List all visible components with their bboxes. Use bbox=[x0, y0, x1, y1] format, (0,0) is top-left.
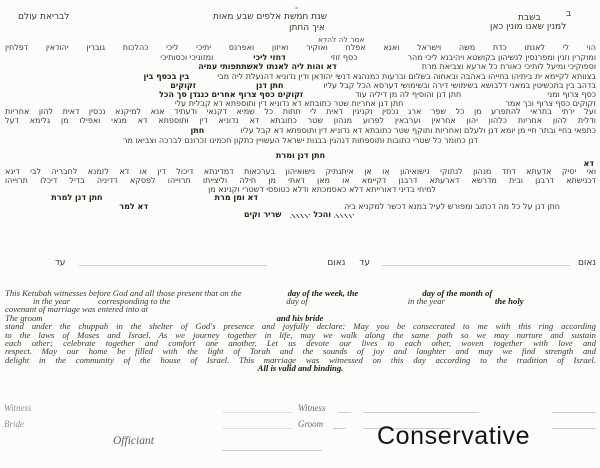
fill-in-gap bbox=[357, 61, 407, 62]
text-segment: ומוקרין וזנין ומפרנסין לנשיהון בקושטא ויהיבנא ליכי מהר bbox=[407, 53, 596, 63]
text-segment: חתן דנן והוסיף לה מן דיליה עוד bbox=[355, 89, 462, 99]
hebrew-line: ואי יסיק אדעתא דחד מנהון לנתוקי נישואיהון או אן איתנתיק נישואיהון בערכאות דמדינתא דיכול דין או דא לזמנא לחבריה לבי דינא bbox=[5, 167, 596, 177]
hebrew-line bbox=[5, 211, 596, 220]
fill-in-gap bbox=[345, 267, 359, 268]
text-segment: וספוקיכי ומיעל לותיכי כאורח כל ארעא וצביאת מרת bbox=[421, 62, 596, 72]
hebrew-groom-intro: איך החתן bbox=[289, 23, 325, 33]
hebrew-line bbox=[5, 194, 596, 203]
signature-line bbox=[222, 450, 322, 451]
hebrew-line bbox=[5, 135, 596, 144]
fill-in-gap bbox=[370, 267, 382, 268]
signature-line bbox=[552, 428, 596, 429]
hebrew-line bbox=[5, 71, 596, 80]
text-segment: דחזי ליכי bbox=[253, 53, 286, 63]
scan-mark bbox=[295, 7, 298, 9]
signature-line bbox=[333, 428, 346, 429]
text-segment: דא והות ליה לאנתו לאשתתפותי עמיה bbox=[198, 62, 337, 72]
text-segment: in the year bbox=[33, 295, 71, 306]
english-line: to the laws of Moses and Israel. As we journey together in life, may we walk along the same path so we may nurture and sustain bbox=[5, 329, 596, 340]
text-segment: כסף זוזי bbox=[330, 53, 358, 63]
text-segment: דא bbox=[583, 159, 594, 169]
text-segment: והכל bbox=[313, 210, 332, 220]
fill-in-gap bbox=[436, 193, 596, 194]
text-segment: דא ומן מרת bbox=[214, 193, 258, 203]
text-segment: זקוקים כסף צרוף אחרים כנגדן סך הכל bbox=[159, 89, 304, 99]
text-segment: בין בכסף בין bbox=[143, 71, 190, 81]
signature-line bbox=[338, 412, 351, 413]
bride-label: Bride bbox=[4, 419, 24, 429]
text-segment: covenant of marriage was entered into at bbox=[5, 304, 148, 315]
hebrew-line bbox=[5, 53, 596, 62]
text-segment: חתן דנן על כל מה דכתוב ומפורש לעיל במנא דכשר למקניא ביה bbox=[344, 201, 560, 211]
text-segment: and his bride bbox=[276, 312, 324, 323]
hebrew-line bbox=[5, 81, 596, 90]
fill-in-gap bbox=[281, 218, 287, 219]
text-segment: למיחי בדיני דאורייתא דלא כאסמכתא ודלא כטופסי דשטרי וקנינא מן bbox=[208, 184, 436, 194]
text-segment: in the year bbox=[407, 295, 445, 306]
signature-line bbox=[552, 412, 596, 413]
hebrew-count-here: למנין שאנו מונין כאן bbox=[490, 22, 567, 32]
text-segment: כסף צרוף ומני bbox=[547, 89, 596, 99]
english-line: each other; celebrate together and comfort one another. Let us devote our lives to each other, woven together with love and bbox=[5, 338, 596, 349]
hebrew-line: הוי לי לאנתו כדת משה וישראל ואנא אפלח ואוקיר ואיזון ואפרנס יתיכי ליכי כהלכות גוברין יהודאין דפלחין bbox=[5, 43, 596, 52]
text-segment: day of bbox=[286, 295, 308, 306]
hebrew-said-to-her: אמר לה להדא bbox=[318, 35, 365, 44]
fill-in-gap bbox=[242, 296, 288, 297]
english-line: respect. May our home be filled with the light of Torah and the sounds of joy and laughter and may we find strength and bbox=[5, 346, 596, 357]
hebrew-body-lower bbox=[5, 151, 596, 219]
fill-in-gap bbox=[308, 305, 408, 306]
text-segment: שריר וקים bbox=[243, 210, 282, 220]
english-line bbox=[5, 364, 596, 372]
signature-line bbox=[222, 428, 292, 429]
flourish bbox=[334, 214, 354, 218]
text-segment: חתן דנן ומרת bbox=[275, 150, 326, 160]
text-segment: All is valid and binding. bbox=[257, 362, 344, 373]
fill-in-gap bbox=[170, 305, 286, 306]
hebrew-year-line: שנת חמשת אלפים שבע מאות bbox=[213, 12, 328, 22]
english-section bbox=[5, 289, 596, 372]
signature-line bbox=[363, 412, 479, 413]
english-line: delight in the community of the house of Israel. This marriage was witnessed on this day according to the tradition of Israel. bbox=[5, 354, 596, 365]
text-segment: חתן דנן אחריות שטר כתובתא דא נדוניא דין ותוספתא דא קבלית עלי bbox=[174, 98, 404, 108]
hebrew-line bbox=[5, 90, 596, 99]
text-segment: נאום bbox=[327, 258, 346, 268]
text-segment: חתן bbox=[190, 126, 205, 136]
witness-left-label: Witness bbox=[4, 403, 32, 413]
text-segment: עד bbox=[359, 258, 370, 268]
hebrew-line: ועל ירתי בתראי להתפרע מן כל שפר ארג נכסין וקנינין דאית לי תחות כל שמיא דקנאי ודעתיד אנא למיקנא נכסין דאית להון אחריות bbox=[5, 106, 596, 116]
text-segment: day of the week, the bbox=[287, 287, 359, 298]
fill-in-gap bbox=[570, 267, 578, 268]
fill-in-gap bbox=[445, 305, 495, 306]
text-segment: עד bbox=[54, 258, 66, 268]
signature-line bbox=[222, 412, 292, 413]
flourish bbox=[290, 214, 310, 218]
text-segment: חתן דנן למרת bbox=[51, 193, 103, 203]
text-segment: day of the month of bbox=[422, 287, 493, 298]
text-segment: זקוקים כסף צרוף וכך אמר bbox=[505, 98, 596, 108]
text-segment: the holy bbox=[494, 295, 524, 306]
hebrew-creation-era: לבריאת עולם bbox=[18, 12, 70, 22]
fill-in-gap bbox=[267, 267, 327, 268]
text-segment: בצוותא לקיימא ית ביתיהו בחייהו באהבה ובאחוה בשלום וברעות כמנהגא דנשי יהודאן ודין נדוניא דהנעלת ליה מבי bbox=[217, 71, 596, 81]
hebrew-body-upper bbox=[5, 44, 596, 145]
text-segment: ומזוניכי וכסותיכי bbox=[160, 53, 214, 63]
text-segment: חתן דנן bbox=[255, 80, 284, 90]
text-segment: This Ketubah witnesses before God and all those present that on the bbox=[5, 287, 242, 298]
fill-in-gap bbox=[560, 210, 596, 211]
fill-in-gap bbox=[65, 267, 79, 268]
text-segment: דא למר bbox=[119, 201, 149, 211]
hebrew-beshabbat: בשבת bbox=[518, 13, 541, 23]
text-segment: corresponding to the bbox=[98, 295, 171, 306]
hebrew-line bbox=[5, 151, 596, 160]
groom-label: Groom bbox=[298, 419, 324, 429]
text-segment: The groom bbox=[5, 312, 43, 323]
signature-line bbox=[382, 264, 570, 266]
hebrew-day-letter: ב bbox=[566, 9, 572, 19]
hebrew-line bbox=[5, 126, 596, 135]
text-segment: בדהב בין בתכשיטין במאני דלבושא בשימושי דירה ובשימושי דערסא הכל קבל עליו bbox=[323, 80, 596, 90]
hebrew-line bbox=[5, 62, 596, 71]
witness-right-label: Witness bbox=[298, 403, 326, 413]
english-line: stand under the chuppah in the shelter of God's presence and joyfully declare: May you be consecrated to me with this ring according bbox=[5, 321, 596, 332]
text-segment: דנן כחומר כל שטרי כתובות ותוספתות דנהגין בבנות ישראל העשויין כתקון חכמינו זכרונם לברכה וצביאו מר bbox=[122, 135, 479, 145]
hebrew-line: ודלית להון אחריות כלהון יהון אחראין וערבאין לפרוע מנהון שטר כתובתא דא נדוניא דין ותוספתא דא מנאי ואפילו מן גלימא דעל bbox=[5, 116, 596, 126]
text-segment: כתפאי בחיי ובתר חיי מן יומא דנן ולעלם ואחריות ותוקף שטר כתובתא דא נדוניא דין ותוספתא דא קבל עליו bbox=[240, 126, 596, 136]
hebrew-line: דכנישתא דרבנן ובית מדרשא דארעתא דרבנן דקיימא או מאן דאתי מן חילה וליצייתו תרוייהו לפסקא דדיניה בדיל דיכלו תרוייהו bbox=[5, 175, 596, 185]
hebrew-witness-line bbox=[5, 256, 596, 268]
hebrew-line bbox=[5, 202, 596, 211]
hebrew-witness-row bbox=[5, 256, 596, 268]
text-segment: נאום bbox=[577, 258, 596, 268]
text-segment: זקוקים bbox=[170, 80, 196, 90]
signature-line bbox=[79, 264, 267, 266]
officiant-label: Officiant bbox=[113, 435, 154, 447]
tradition-label: Conservative bbox=[377, 422, 531, 450]
